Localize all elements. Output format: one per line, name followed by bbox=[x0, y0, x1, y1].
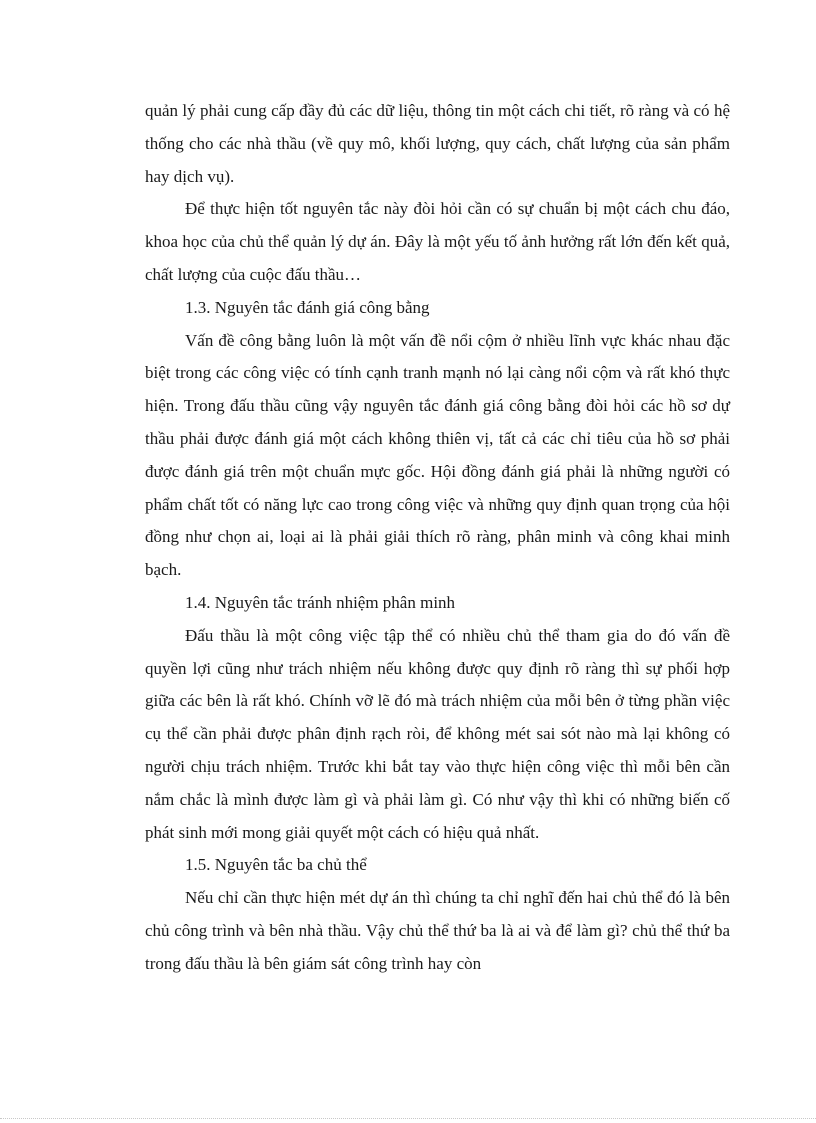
section-heading-1-3: 1.3. Nguyên tắc đánh giá công bằng bbox=[185, 297, 430, 317]
page-bottom-border bbox=[0, 1118, 816, 1119]
paragraph-preparation: Để thực hiện tốt nguyên tắc này đòi hỏi cần có sự chuẩn bị một cách chu đáo, khoa học của chủ thể quản lý dự án. Đây là một yếu tố ảnh hưởng rất lớn đến kết quả, chất lượng của cuộc đấu thầu… bbox=[145, 199, 730, 284]
paragraph-responsibility: Đấu thầu là một công việc tập thể có nhiều chủ thể tham gia do đó vấn đề quyền lợi cũng như trách nhiệm nếu không được quy định rõ ràng thì sự phối hợp giữa các bên là rất khó. Chính vỡ lẽ đó mà trách nhiệm của mỗi bên ở từng phần việc cụ thể cần phải được phân định rạch ròi, để không mét sai sót nào mà lại không có người chịu trách nhiệm. Trước khi bắt tay vào thực hiện công việc thì mỗi bên cần nắm chắc là mình được làm gì và phải làm gì. Có như vậy thì khi có những biến cố phát sinh mới mong giải quyết một cách có hiệu quả nhất. bbox=[145, 625, 730, 842]
section-heading-1-4: 1.4. Nguyên tắc tránh nhiệm phân minh bbox=[185, 592, 456, 612]
paragraph-continuation: quản lý phải cung cấp đầy đủ các dữ liệu, thông tin một cách chi tiết, rõ ràng và có hệ thống cho các nhà thầu (về quy mô, khối lượng, quy cách, chất lượng của sản phẩm hay dịch vụ). bbox=[145, 101, 730, 186]
paragraph-fair-evaluation: Vấn đề công bằng luôn là một vấn đề nổi cộm ở nhiều lĩnh vực khác nhau đặc biệt trong các công việc có tính cạnh tranh mạnh nó lại càng nổi cộm và rất khó thực hiện. Trong đấu thầu cũng vậy nguyên tắc đánh giá công bằng đòi hỏi các hồ sơ dự thầu phải được đánh giá một cách không thiên vị, tất cả các chỉ tiêu của hồ sơ phải được đánh giá trên một chuẩn mực gốc. Hội đồng đánh giá phải là những người có phẩm chất tốt có năng lực cao trong công việc và những quy định quan trọng của hội đồng như chọn ai, loại ai là phải giải thích rõ ràng, phân minh và công khai minh bạch. bbox=[145, 330, 730, 580]
section-heading-1-5: 1.5. Nguyên tắc ba chủ thể bbox=[185, 855, 367, 875]
paragraph-three-parties: Nếu chỉ cần thực hiện mét dự án thì chúng ta chỉ nghĩ đến hai chủ thể đó là bên chủ công trình và bên nhà thầu. Vậy chủ thể thứ ba là ai và để làm gì? chủ thể thứ ba trong đấu thầu là bên giám sát công trình hay còn bbox=[145, 888, 730, 973]
document-body bbox=[145, 95, 730, 981]
